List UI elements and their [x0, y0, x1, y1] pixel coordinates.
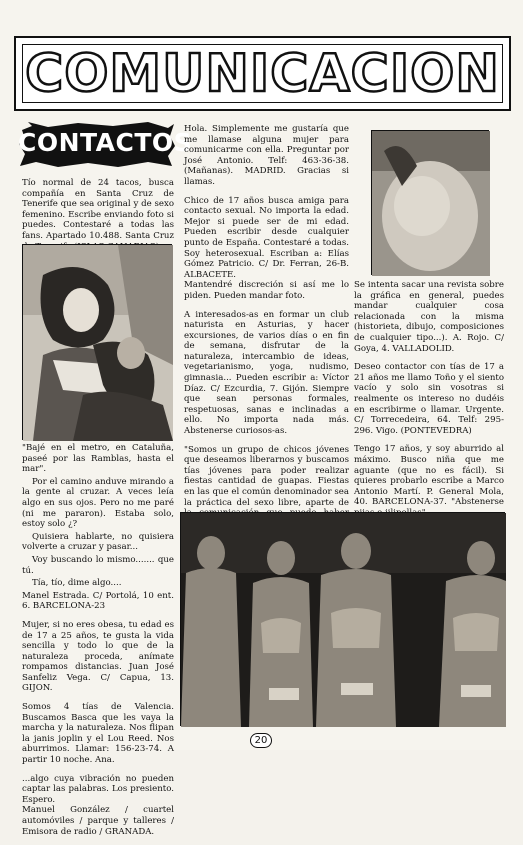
body-photo-icon: [372, 131, 490, 276]
illustration-couple: [22, 244, 172, 440]
column-1-lower: [22, 443, 174, 845]
ad-asturias: A interesados-as en formar un club naturista en Asturias, y hacer excursiones, de varios días o en fin de semana, disfrutar de la naturaleza, intercambio de ideas, vegetarianismo, yoga, nudismo, gimnasia... Pueden escribir a: Víctor Díaz. C/ Ezcurdia, 7. Gijón. Siempre que sean personas formales, respetuosas, sanas e inclinadas a ello. No importa nada más. Abstenerse curiosos-as.: [184, 309, 349, 437]
ad-granada-signature: Manuel González / cuartel automóviles / parque y talleres / Emisora de radio / GRANADA.: [22, 805, 174, 837]
photo-bodybuilders: [180, 512, 505, 726]
ad-albacete: Chico de 17 años busca amiga para contacto sexual. No importa la edad. Mejor si puede ser de mi edad. Pueden escribir desde cualquier punto de España. Contestaré a todas. Soy heterosexual. Escriban a: Elías Gómez Patricio. C/ Dr. Ferran, 26-B. ALBACETE.: [184, 195, 349, 280]
ad-barcelona-marco: Tengo 17 años, y soy aburrido al máximo. Busco niña que me aguante (que no es fácil). Si quieres probarlo escribe a Marco Antonio Martí. P. General Mola, 40. BARCELONA-37. "Abstenerse: [354, 444, 504, 508]
poem-line-4: Voy buscando lo mismo....... que tú.: [22, 554, 174, 576]
ad-albacete-note: Mantendré discreción si así me lo piden. Pueden mandar foto.: [184, 280, 349, 301]
masthead-title: COMUNICACION: [25, 43, 500, 104]
bodybuilders-photo-icon: [181, 513, 506, 727]
poem-signature: Manel Estrada. C/ Portolá, 10 ent. 6. BARCELONA-23: [22, 590, 174, 612]
masthead-inner-frame: [22, 44, 503, 103]
photo-top-right: [371, 130, 489, 275]
ad-vigo: Deseo contactor con tías de 17 a 21 años me llamo Toño y el siento vacío y solo sin vosotras si realmente os intereso no dudéis en escribirme o llamar. Urgente. C/ Torrecedeira, 64. Telf: 295-296. Vigo. (PONTEVEDRA): [354, 362, 504, 436]
poem-line-5: Tía, tío, dime algo....: [32, 578, 122, 589]
ad-gijon: Mujer, si no eres obesa, tu edad es de 17 a 25 años, te gusta la vida sencilla y todo lo que de la naturaleza proceda, anímate rompamos distancias. Juan José Sanfeliz Vega. C/ Capua, 13. GIJON.: [22, 619, 174, 694]
page-number: 20: [250, 733, 272, 748]
ad-valencia: Somos 4 tías de Valencia. Buscamos Basca que les vaya la marcha y la naturaleza. Nos flipan la janis joplin y el Lou Reed. Nos aburrimos. Llamar: 156-23-74. A partir 10 noche. Ana.: [22, 702, 174, 766]
poem-line-1: "Bajé en el metro, en Cataluña, paseé por las Ramblas, hasta el mar".: [22, 443, 174, 475]
ad-barcelona-group: "Somos un grupo de chicos jóvenes que deseamos liberarnos y buscamos tías jóvenes para poder realizar fiestas cantidad de guapas. Fiestas en las que el común denominador sea la práctica del sexo libre, aparte de: [184, 444, 349, 508]
column-3: [354, 280, 504, 526]
badge-label: CONTACTOS: [18, 128, 193, 157]
ad-vibracion: ...algo cuya vibración no pueden captar las palabras. Los presiento. Espero.: [22, 773, 174, 805]
masthead: [14, 36, 511, 111]
ad-valladolid: Se intenta sacar una revista sobre la gráfica en general, puedes mandar cualquier cosa relacionada con la misma (historieta, dibujo, composiciones de cualquier tipo...). A. Rojo. C/ Goya, 4. VALLADOLID.: [354, 280, 504, 354]
poem-line-3: Quisiera hablarte, no quisiera volverte a cruzar y pasar...: [22, 531, 174, 553]
couple-illustration-icon: [23, 245, 173, 441]
poem-line-2: Por el camino anduve mirando a la gente al cruzar. A veces leía algo en sus ojos. Pero no me paré (ni me pararon). Estaba solo, estoy solo ¿?: [22, 476, 174, 530]
ad-tenerife: Tío normal de 24 tacos, busca compañía en Santa Cruz de Tenerife que sea original y de sexo femenino. Escribe enviando foto si puedes. Contestaré a todas las fans. Apartado 10.488. Santa Cruz: [22, 178, 174, 241]
contactos-badge: [18, 120, 193, 170]
ad-madrid: Hola. Simplemente me gustaría que me llamase alguna mujer para comunicarme con ella. Preguntar por José Antonio. Telf: 463-36-38. (Mañanas). MADRID. Gracias si llamas.: [184, 124, 349, 187]
